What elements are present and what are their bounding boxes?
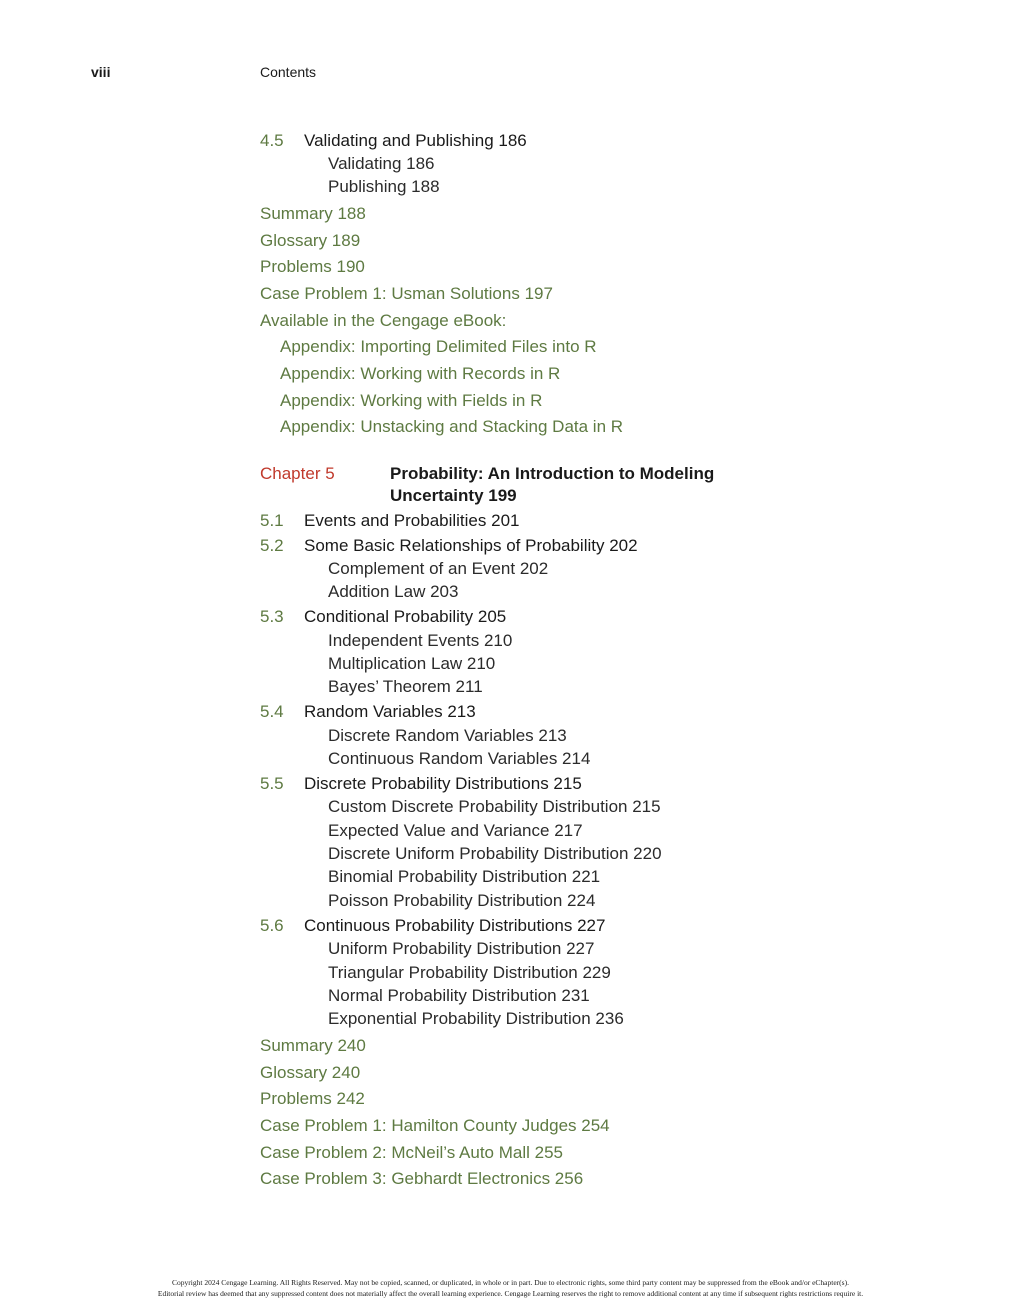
subsection: Poisson Probability Distribution 224 — [328, 891, 596, 910]
chapter-label: Chapter 5 — [260, 464, 335, 483]
subsection: Independent Events 210 — [328, 631, 513, 650]
subsection: Multiplication Law 210 — [328, 654, 496, 673]
back-matter-item: Problems 190 — [260, 257, 365, 276]
appendix-item: Appendix: Importing Delimited Files into R — [280, 337, 597, 356]
copyright-line-2: Editorial review has deemed that any suppressed content does not materially affect the overall learning experience. Cengage Learning reserves the right to remove additional content at any time if subsequent rights restrictions require it. — [157, 1289, 864, 1298]
section-title: Continuous Probability Distributions 227 — [304, 916, 606, 935]
section-number: 5.3 — [260, 607, 284, 626]
subsection: Custom Discrete Probability Distribution 215 — [328, 797, 661, 816]
section-title: Discrete Probability Distributions 215 — [304, 774, 582, 793]
running-head: Contents — [260, 64, 317, 80]
subsection: Triangular Probability Distribution 229 — [328, 963, 611, 982]
back-matter-item: Case Problem 1: Hamilton County Judges 254 — [260, 1116, 610, 1135]
subsection: Bayes’ Theorem 211 — [328, 677, 483, 696]
appendix-item: Appendix: Working with Fields in R — [280, 391, 543, 410]
section-title: Conditional Probability 205 — [304, 607, 507, 626]
back-matter-item: Case Problem 1: Usman Solutions 197 — [260, 284, 553, 303]
subsection: Exponential Probability Distribution 236 — [328, 1009, 624, 1028]
ebook-heading: Available in the Cengage eBook: — [260, 311, 507, 330]
section-title: Some Basic Relationships of Probability 202 — [304, 536, 638, 555]
subsection: Uniform Probability Distribution 227 — [328, 939, 595, 958]
subsection: Continuous Random Variables 214 — [328, 749, 591, 768]
subsection: Publishing 188 — [328, 177, 440, 196]
section-title: Events and Probabilities 201 — [304, 511, 520, 530]
back-matter-item: Summary 240 — [260, 1036, 366, 1055]
back-matter-item: Case Problem 2: McNeil’s Auto Mall 255 — [260, 1143, 563, 1162]
appendix-item: Appendix: Working with Records in R — [280, 364, 561, 383]
back-matter-item: Case Problem 3: Gebhardt Electronics 256 — [260, 1169, 584, 1188]
subsection: Normal Probability Distribution 231 — [328, 986, 590, 1005]
subsection: Expected Value and Variance 217 — [328, 821, 583, 840]
section-title: Random Variables 213 — [304, 702, 476, 721]
chapter-title-line2: Uncertainty 199 — [390, 486, 517, 505]
appendix-item: Appendix: Unstacking and Stacking Data in R — [280, 417, 624, 436]
section-number: 5.5 — [260, 774, 284, 793]
subsection: Addition Law 203 — [328, 582, 459, 601]
subsection: Discrete Uniform Probability Distribution 220 — [328, 844, 662, 863]
back-matter-item: Glossary 240 — [260, 1063, 361, 1082]
back-matter-item: Glossary 189 — [260, 231, 361, 250]
section-number: 5.2 — [260, 536, 284, 555]
section-title: Validating and Publishing 186 — [304, 131, 527, 150]
subsection: Validating 186 — [328, 154, 435, 173]
subsection: Complement of an Event 202 — [328, 559, 549, 578]
section-number: 5.6 — [260, 916, 284, 935]
section-number: 5.4 — [260, 702, 284, 721]
chapter-title-line1: Probability: An Introduction to Modeling — [390, 464, 715, 483]
copyright-line-1: Copyright 2024 Cengage Learning. All Rights Reserved. May not be copied, scanned, or duplicated, in whole or in part. Due to electronic rights, some third party content may be suppressed from the eBook and/or eChapter(s). — [172, 1278, 849, 1287]
section-number: 4.5 — [260, 131, 284, 150]
back-matter-item: Problems 242 — [260, 1089, 365, 1108]
subsection: Binomial Probability Distribution 221 — [328, 867, 601, 886]
section-number: 5.1 — [260, 511, 284, 530]
back-matter-item: Summary 188 — [260, 204, 366, 223]
page-folio: viii — [91, 64, 111, 80]
subsection: Discrete Random Variables 213 — [328, 726, 567, 745]
